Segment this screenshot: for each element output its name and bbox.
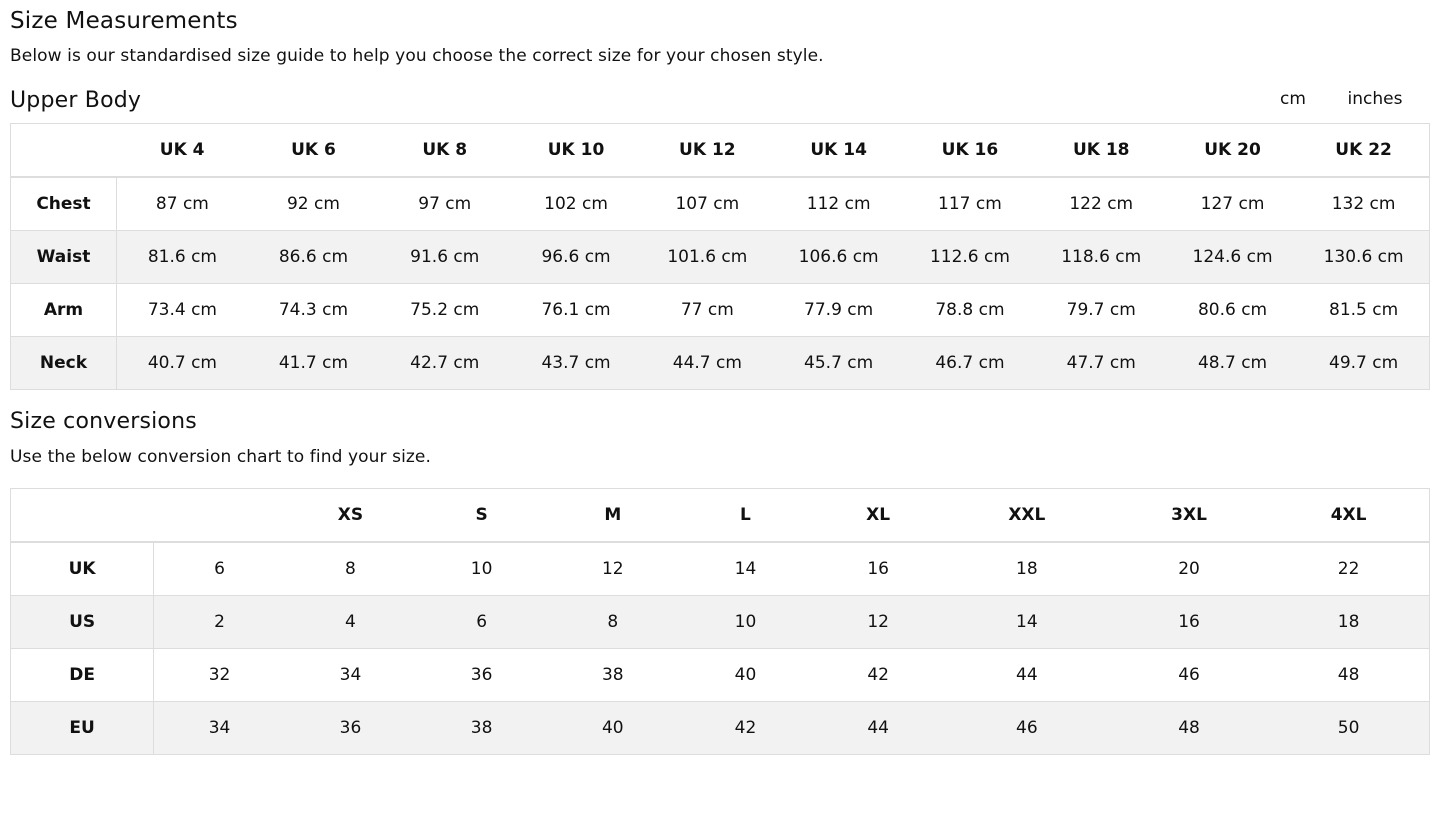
table-cell: 96.6 cm [510,231,641,284]
table-cell: 49.7 cm [1298,337,1429,390]
table-cell: 81.6 cm [117,231,248,284]
table-cell: 77 cm [680,300,734,320]
table-cell: 44.7 cm [642,337,773,390]
table-cell: 124.6 cm [1167,231,1298,284]
table-cell: 127 cm [1200,194,1265,214]
table-cell: 34 [339,665,362,685]
table-cell: 74.3 cm [278,300,349,320]
table-cell: 47.7 cm [1036,337,1167,390]
table-cell: 8 [345,559,356,579]
table-row [11,702,1430,755]
table-cell: 42 [678,702,812,755]
column-header: XXL [944,489,1110,543]
column-header: XL [813,489,944,543]
table-cell: 107 cm [675,194,740,214]
table-cell: 81.5 cm [1329,300,1399,320]
unit-cm-button[interactable]: cm [1280,89,1306,109]
conversions-corner-cell [11,489,154,543]
column-header: UK 16 [904,124,1035,178]
column-header: UK 10 [510,124,641,178]
table-cell: 73.4 cm [147,300,217,320]
upper-body-header-row [11,124,1430,178]
table-cell: 38 [416,702,547,755]
table-cell: 8 [547,596,678,649]
table-cell: 117 cm [938,194,1002,214]
row-label: DE [11,649,154,702]
table-cell: 12 [601,559,624,579]
table-cell: 86.6 cm [248,231,379,284]
table-row [11,337,1430,390]
table-cell: 18 [1268,596,1429,649]
unit-inches-button[interactable]: inches [1347,89,1403,109]
column-header: UK 22 [1298,124,1429,178]
table-cell: 48.7 cm [1167,337,1298,390]
column-header: UK 8 [379,124,510,178]
row-label: Arm [11,284,117,337]
table-cell: 10 [470,559,493,579]
row-label: UK [11,542,154,596]
column-header: L [678,489,812,543]
table-cell: 44 [813,702,944,755]
column-header: 4XL [1268,489,1429,543]
table-cell: 80.6 cm [1197,300,1268,320]
table-cell: 50 [1268,702,1429,755]
table-cell: 6 [416,596,547,649]
table-cell: 14 [944,596,1110,649]
table-row [11,284,1430,337]
column-header: XS [285,489,416,543]
table-row [11,231,1430,284]
table-cell: 2 [154,596,285,649]
column-header [154,489,285,543]
table-cell: 38 [601,665,624,685]
table-cell: 12 [813,596,944,649]
size-conversions-intro: Use the below conversion chart to find your size. [10,447,431,467]
table-cell: 79.7 cm [1066,300,1136,320]
row-label: Chest [11,177,117,231]
table-cell: 97 cm [418,194,472,214]
table-cell: 77.9 cm [804,300,874,320]
table-cell: 22 [1337,559,1360,579]
column-header: 3XL [1110,489,1268,543]
table-cell: 45.7 cm [773,337,904,390]
table-cell: 40.7 cm [117,337,248,390]
table-cell: 44 [1016,665,1038,685]
table-row [11,542,1430,596]
table-cell: 42 [867,665,889,685]
table-cell: 20 [1178,559,1200,579]
table-row [11,177,1430,231]
table-cell: 91.6 cm [379,231,510,284]
row-label: EU [11,702,154,755]
table-cell: 78.8 cm [935,300,1005,320]
table-cell: 43.7 cm [510,337,641,390]
size-conversions-table [10,488,1430,755]
table-cell: 16 [1110,596,1268,649]
table-row [11,596,1430,649]
table-cell: 40 [547,702,678,755]
column-header: UK 4 [117,124,248,178]
column-header: UK 20 [1167,124,1298,178]
table-cell: 14 [734,559,757,579]
page-title: Size Measurements [10,8,238,34]
table-cell: 32 [208,665,231,685]
table-cell: 102 cm [544,194,608,214]
column-header: UK 12 [642,124,773,178]
table-cell: 87 cm [155,194,209,214]
table-cell: 92 cm [286,194,340,214]
table-cell: 41.7 cm [248,337,379,390]
column-header: UK 14 [773,124,904,178]
table-cell: 48 [1337,665,1360,685]
upper-body-title: Upper Body [10,88,142,113]
table-cell: 36 [285,702,416,755]
row-label: Waist [11,231,117,284]
column-header: UK 18 [1036,124,1167,178]
table-cell: 36 [470,665,493,685]
table-cell: 46 [1178,665,1200,685]
table-cell: 101.6 cm [642,231,773,284]
table-cell: 6 [214,559,225,579]
size-conversions-title: Size conversions [10,409,197,434]
column-header: M [547,489,678,543]
table-cell: 122 cm [1069,194,1134,214]
table-cell: 16 [867,559,889,579]
table-cell: 75.2 cm [410,300,480,320]
table-cell: 76.1 cm [541,300,611,320]
page-intro: Below is our standardised size guide to help you choose the correct size for your chosen style. [10,46,824,66]
row-label: US [11,596,154,649]
table-cell: 106.6 cm [773,231,904,284]
table-row [11,649,1430,702]
table-cell: 46.7 cm [904,337,1035,390]
unit-toggle [1252,87,1416,111]
table-cell: 112 cm [806,194,871,214]
table-cell: 132 cm [1331,194,1396,214]
conversions-header-row [11,489,1430,543]
table-cell: 18 [1016,559,1038,579]
table-cell: 112.6 cm [904,231,1035,284]
table-cell: 40 [734,665,757,685]
upper-body-table [10,123,1430,390]
table-cell: 118.6 cm [1036,231,1167,284]
table-cell: 42.7 cm [379,337,510,390]
table-cell: 130.6 cm [1298,231,1429,284]
table-cell: 10 [678,596,812,649]
table-cell: 46 [944,702,1110,755]
table-cell: 48 [1110,702,1268,755]
table-cell: 34 [154,702,285,755]
upper-body-corner-cell [11,124,117,178]
row-label: Neck [11,337,117,390]
table-cell: 4 [285,596,416,649]
column-header: UK 6 [248,124,379,178]
column-header: S [416,489,547,543]
